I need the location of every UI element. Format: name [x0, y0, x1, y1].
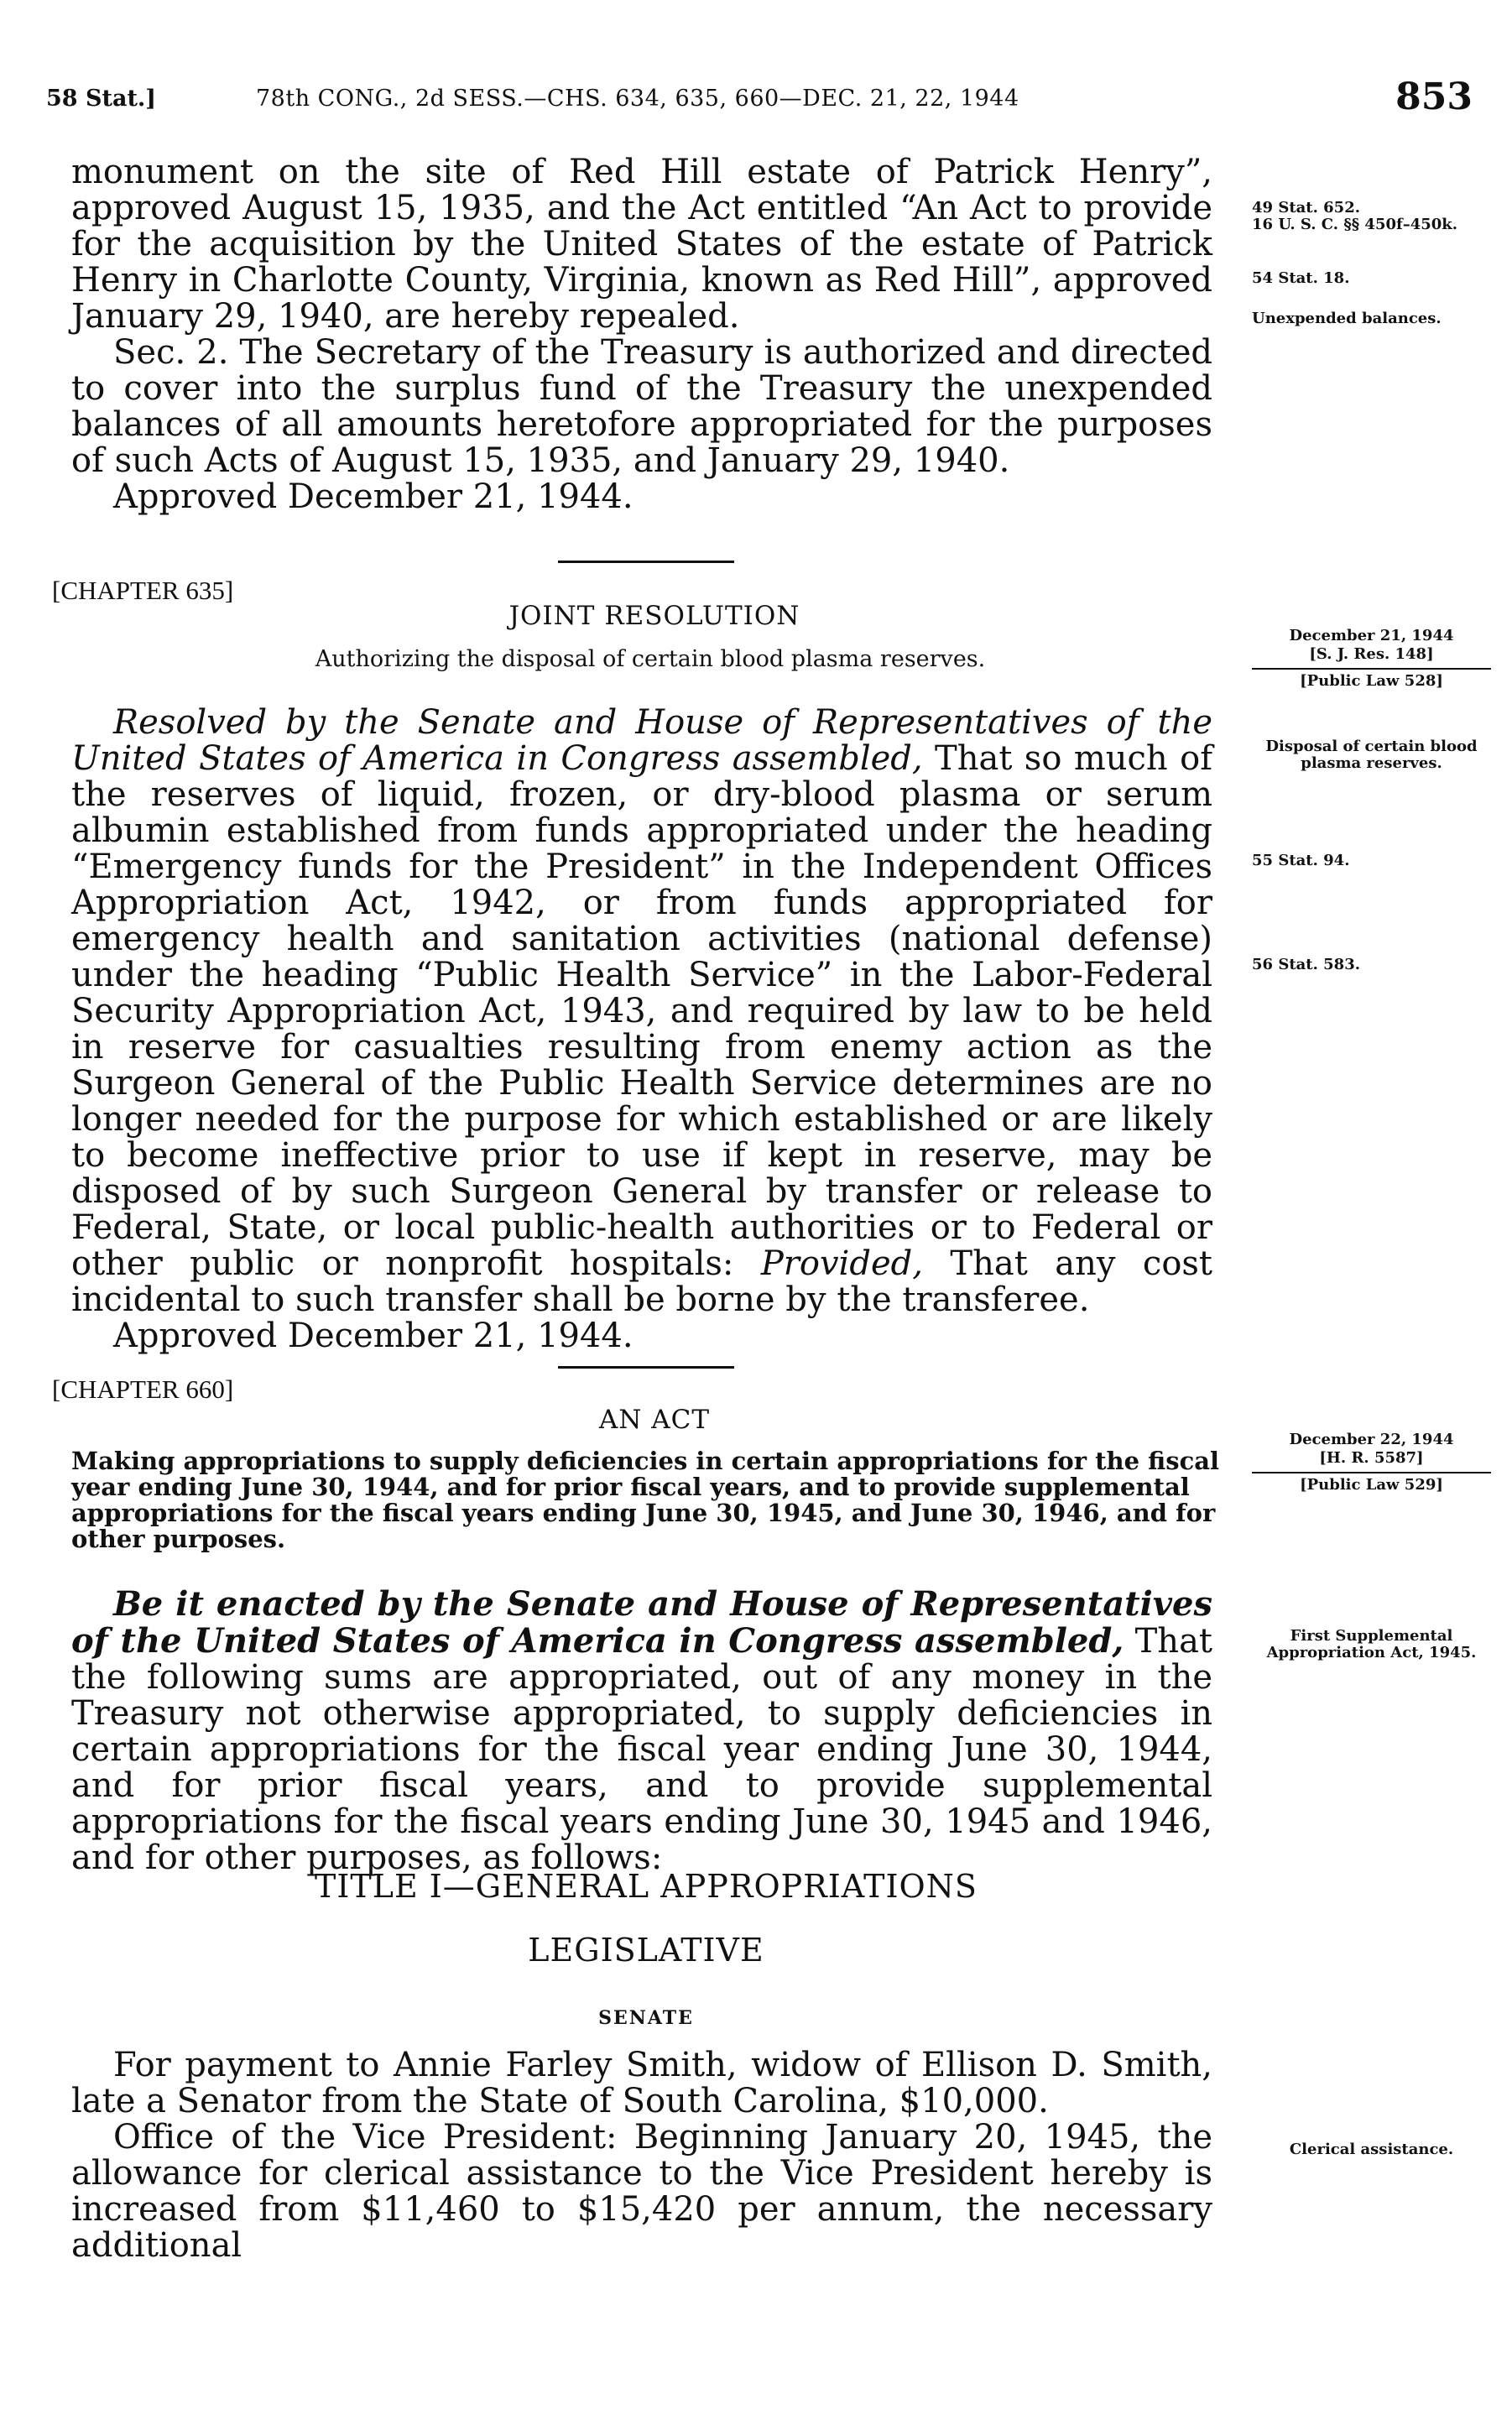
ch660-body	[71, 1586, 1212, 1876]
margin-note-stat: 56 Stat. 583.	[1252, 956, 1360, 973]
section-2-text: The Secretary of the Treasury is authorized and directed to cover into the surplus fund of the Treasury the unexpended balances of all amounts heretofore appropriated for the purposes of such Acts of August 15, 1935, and January 29, 1940.	[71, 333, 1212, 480]
proviso-label: Provided,	[760, 1244, 923, 1283]
payment-paragraph: For payment to Annie Farley Smith, widow of Ellison D. Smith, late a Senator from the State of South Carolina, $10,000.	[71, 2046, 1212, 2120]
section-label: Sec. 2.	[113, 333, 229, 372]
ch635-resolution-note: [S. J. Res. 148]	[1309, 645, 1434, 663]
margin-note-clerical: Clerical assistance.	[1289, 2141, 1454, 2158]
ch635-approved: Approved December 21, 1944.	[113, 1317, 633, 1355]
chapter-660-label: [CHAPTER 660]	[52, 1374, 234, 1404]
senate-heading: SENATE	[598, 2007, 694, 2029]
resolution-text: That so much of the reserves of liquid, frozen, or dry-blood plasma or serum albumin established from funds appropriated under the heading “Emergency funds for the President” in the Independent Offices Appropriation Act, 1942, or from funds appropriated for emergency health and sanitation activities (national defense) under the heading “Public Health Service” in the Labor-Federal Security Appropriation Act, 1943, and required by law to be held in reserve for casualties resulting from enemy action as the Surgeon General of the Public Health Service determines are no longer needed for the purpose for which established or are likely to become ineffective prior to use if kept in reserve, may be disposed of by such Surgeon General by transfer or release to Federal, State, or local public-health authorities or to Federal or other public or nonprofit hospitals:	[71, 739, 1212, 1283]
margin-note-first-supplemental: First Supplemental Appropriation Act, 1945.	[1266, 1627, 1477, 1661]
ch635-resolution-text	[71, 705, 1212, 1318]
margin-note-stat: 49 Stat. 652.	[1252, 199, 1360, 216]
margin-note-stat: 55 Stat. 94.	[1252, 852, 1350, 869]
proviso-text: That any cost incidental to such transfer shall be borne by the transferee.	[71, 1244, 1212, 1319]
resolving-clause: Resolved by the Senate and House of Representatives of the United States of America in Congress assembled,	[71, 703, 1212, 778]
ch634-body	[71, 154, 1212, 515]
volume-reference: 58 Stat.]	[46, 86, 157, 112]
vice-president-paragraph: Office of the Vice President: Beginning January 20, 1945, the allowance for clerical assistance to the Vice President hereby is increased from $11,460 to $15,420 per annum, the necessary additional	[71, 2118, 1212, 2265]
enacting-text: That the following sums are appropriated, out of any money in the Treasury not otherwise appropriated, to supply deficiencies in certain appropriations for the fiscal year ending June 30, 1944, and for prior fiscal years, and to provide supplemental appropriations for the fiscal years ending June 30, 1945 and 1946, and for other purposes, as follows:	[71, 1622, 1212, 1877]
ch635-date-note: December 21, 1944	[1289, 627, 1454, 644]
ch635-public-law-note: [Public Law 528]	[1252, 668, 1491, 690]
chapter-635-label: [CHAPTER 635]	[52, 576, 234, 605]
ch660-bill-note: [H. R. 5587]	[1319, 1449, 1424, 1467]
senate-body	[71, 2047, 1212, 2264]
ch634-paragraph: monument on the site of Red Hill estate of Patrick Henry”, approved August 15, 1935, and the Act entitled “An Act to provide for the acquisition by the United States of the estate of Patrick Henry in Charlotte County, Virginia, known as Red Hill”, approved January 29, 1940, are hereby repealed.	[71, 153, 1212, 336]
ch660-long-title: Making appropriations to supply deficiencies in certain appropriations for the fiscal year ending June 30, 1944, and for prior fiscal years, and to provide supplemental appropriations for the fiscal years ending June 30, 1945, and June 30, 1946, and for other purposes.	[71, 1447, 1220, 1553]
session-citation: 78th CONG., 2d SESS.—CHS. 634, 635, 660—DEC. 21, 22, 1944	[256, 86, 1019, 112]
ch660-date-note: December 22, 1944	[1289, 1431, 1454, 1448]
ch660-public-law-note: [Public Law 529]	[1252, 1472, 1491, 1494]
margin-note-stat: 54 Stat. 18.	[1252, 269, 1350, 287]
ch634-section-2	[71, 335, 1212, 479]
enacting-clause	[71, 1586, 1212, 1876]
section-divider	[558, 561, 734, 563]
ch635-body	[71, 705, 1212, 1354]
enacting-formula: Be it enacted by the Senate and House of Representatives of the United States of America in Congress assembled,	[71, 1584, 1212, 1661]
running-head	[46, 76, 1473, 131]
margin-note-unexpended: Unexpended balances.	[1252, 310, 1442, 327]
margin-note-usc: 16 U. S. C. §§ 450f–450k.	[1252, 216, 1458, 233]
section-divider	[558, 1366, 734, 1369]
ch635-subtitle: Authorizing the disposal of certain blood plasma reserves.	[315, 646, 986, 672]
ch634-approved: Approved December 21, 1944.	[113, 477, 633, 516]
ch660-heading: AN ACT	[598, 1405, 711, 1435]
margin-note-disposal: Disposal of certain blood plasma reserves.	[1265, 738, 1478, 772]
title-i-heading: TITLE I—GENERAL APPROPRIATIONS	[315, 1868, 978, 1905]
legislative-heading: LEGISLATIVE	[528, 1932, 764, 1969]
ch635-heading: JOINT RESOLUTION	[508, 601, 800, 631]
page-number: 853	[1395, 76, 1473, 118]
